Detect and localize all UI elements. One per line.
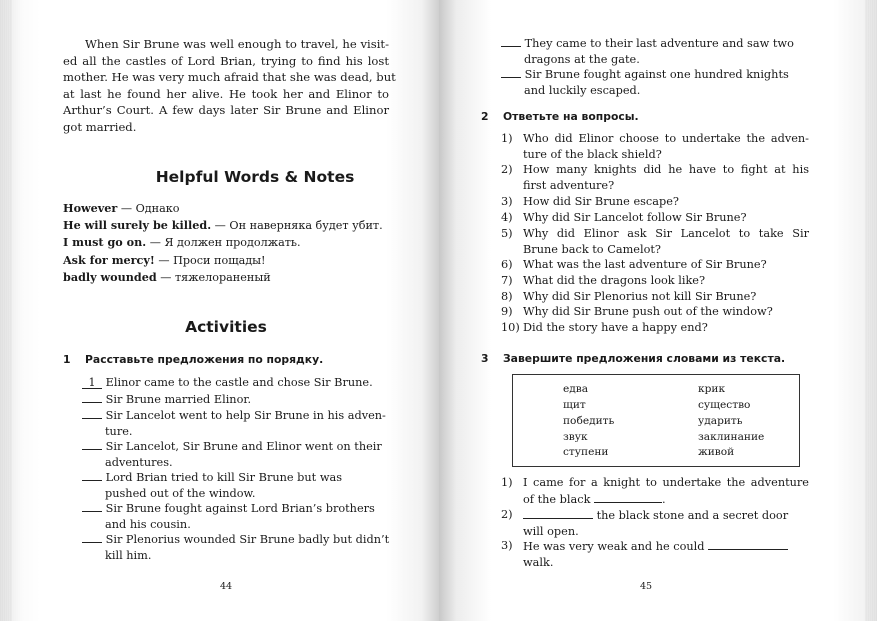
order-text: Elinor came to the castle and chose Sir Brune. [105, 376, 373, 389]
order-blank[interactable] [82, 531, 102, 543]
note-item [63, 269, 383, 286]
word-item: победить [563, 415, 615, 427]
page-number-left: 44 [219, 581, 233, 592]
question-text: What did the dragons look like? [523, 274, 706, 287]
order-blank[interactable] [82, 407, 102, 419]
sentence-number: 2) [501, 508, 513, 521]
task-title: Расставьте предложения по порядку. [85, 353, 324, 366]
question-text: Brune back to Camelot? [523, 242, 661, 256]
order-text: ture. [105, 425, 133, 438]
question-item [501, 320, 809, 336]
question-number: 3) [501, 195, 513, 208]
question-text: first adventure? [523, 178, 615, 192]
note-translation: — Я должен продолжать. [146, 236, 301, 250]
question-number: 6) [501, 258, 513, 271]
question-number: 9) [501, 305, 513, 318]
order-item [501, 35, 810, 68]
question-item [501, 210, 809, 226]
order-text: Sir Brune fought against Lord Brian’s brothers [105, 502, 375, 515]
question-text: What was the last adventure of Sir Brune? [523, 258, 767, 271]
intro-line: ed all the castles of Lord Brian, trying to find his lost [63, 53, 389, 68]
order-item [82, 531, 389, 564]
note-term: I must go on. [63, 235, 147, 250]
note-translation: — тяжелораненый [156, 270, 271, 284]
order-item [82, 469, 389, 502]
order-text: kill him. [105, 549, 152, 562]
order-item [82, 500, 389, 533]
order-text: Sir Lancelot went to help Sir Brune in his adven- [105, 409, 386, 422]
question-number: 8) [501, 290, 513, 303]
question-number: 5) [501, 227, 513, 240]
question-number: 1) [501, 132, 513, 145]
page-edge-left [0, 0, 12, 621]
word-item: живой [698, 446, 735, 458]
question-number: 10) [501, 321, 520, 334]
task-number: 3 [481, 352, 489, 365]
note-term: However [63, 201, 118, 215]
note-item [63, 200, 383, 217]
sentence-item [501, 507, 809, 539]
order-item [501, 66, 810, 99]
word-item: ступени [563, 446, 609, 458]
task-number: 1 [63, 353, 71, 366]
question-text: Why did Sir Brune push out of the window? [523, 305, 773, 318]
sentence-text: will open. [523, 524, 579, 538]
order-text: adventures. [105, 456, 173, 469]
order-blank[interactable]: 1 [82, 377, 102, 389]
word-box [512, 374, 800, 467]
intro-line: When Sir Brune was well enough to travel, he visit- [85, 37, 389, 51]
sentence-item [501, 538, 809, 570]
task-title: Ответьте на вопросы. [503, 110, 639, 123]
notes-heading: Helpful Words & Notes [155, 168, 355, 186]
question-text: ture of the black shield? [523, 147, 662, 161]
question-item [501, 162, 809, 194]
order-blank[interactable] [82, 438, 102, 450]
word-item: едва [563, 383, 589, 395]
order-text: Lord Brian tried to kill Sir Brune but was [105, 471, 343, 484]
order-text: pushed out of the window. [105, 487, 256, 500]
note-item [63, 252, 383, 269]
question-number: 4) [501, 211, 513, 224]
task1-heading [63, 353, 323, 366]
question-item [501, 304, 809, 320]
order-text: Sir Brune married Elinor. [105, 393, 252, 406]
question-text: Did the story have a happy end? [523, 321, 708, 334]
sentence-item [501, 475, 809, 507]
order-text: They came to their last adventure and saw two [524, 37, 794, 50]
page-edge-right [865, 0, 877, 621]
task2-heading [481, 110, 639, 123]
order-blank[interactable] [82, 500, 102, 512]
question-item [501, 194, 809, 210]
order-text: Sir Lancelot, Sir Brune and Elinor went on their [105, 440, 382, 453]
note-term: He will surely be killed. [63, 218, 212, 233]
intro-paragraph [63, 36, 396, 135]
task-title: Завершите предложения словами из текста. [503, 352, 786, 365]
order-blank[interactable] [501, 35, 521, 47]
intro-line: got married. [63, 119, 137, 134]
word-item: заклинание [698, 431, 765, 443]
question-item [501, 257, 809, 273]
sentence-text: I came for a knight to undertake the adventure [523, 476, 809, 489]
question-text: How many knights did he have to fight at his [523, 163, 809, 176]
sentence-number: 1) [501, 476, 513, 489]
order-blank[interactable] [82, 391, 102, 403]
note-translation: — Однако [117, 202, 180, 215]
activities-heading: Activities [185, 318, 267, 336]
note-item [63, 217, 383, 234]
order-blank[interactable] [82, 469, 102, 481]
intro-line: at last he found her alive. He took her and Elinor to [63, 86, 389, 101]
question-item [501, 289, 809, 305]
sentence-text: He was very weak and he could [523, 540, 709, 553]
question-item [501, 131, 809, 163]
order-item [82, 407, 389, 440]
intro-line: Arthur’s Court. A few days later Sir Brune and Elinor [63, 103, 389, 117]
notes-list [63, 200, 383, 286]
sentence-text: of the black [523, 492, 595, 506]
question-number: 7) [501, 274, 513, 287]
answer-blank[interactable] [523, 507, 593, 519]
word-item: щит [563, 399, 586, 411]
right-page [439, 0, 877, 621]
note-item [63, 234, 383, 251]
order-text: Sir Plenorius wounded Sir Brune badly but didn’t [105, 533, 390, 546]
answer-blank[interactable] [708, 538, 788, 550]
note-translation: — Он наверняка будет убит. [211, 219, 383, 233]
order-text: and luckily escaped. [524, 84, 641, 97]
sentence-text: . [662, 492, 666, 506]
order-text: Sir Brune fought against one hundred knights [524, 68, 789, 81]
question-text: Why did Sir Lancelot follow Sir Brune? [523, 211, 747, 224]
word-item: крик [698, 383, 726, 395]
question-text: Why did Sir Plenorius not kill Sir Brune? [523, 290, 757, 303]
word-item: существо [698, 399, 751, 411]
question-text: Why did Elinor ask Sir Lancelot to take Sir [523, 227, 809, 240]
question-item [501, 226, 809, 258]
task-number: 2 [481, 110, 489, 123]
task3-heading [481, 352, 785, 365]
question-item [501, 273, 809, 289]
order-item [82, 391, 389, 408]
note-term: badly wounded [63, 269, 157, 284]
question-number: 2) [501, 163, 513, 176]
page-number-right: 45 [639, 581, 653, 592]
order-item [82, 375, 389, 391]
note-translation: — Проси пощады! [154, 253, 266, 267]
order-text: dragons at the gate. [524, 53, 640, 66]
word-item: звук [563, 431, 588, 443]
question-text: Who did Elinor choose to undertake the adven- [523, 132, 809, 145]
question-text: How did Sir Brune escape? [523, 195, 679, 208]
sentence-text: walk. [523, 555, 554, 569]
answer-blank[interactable] [594, 491, 662, 503]
note-term: Ask for mercy! [63, 252, 155, 267]
order-blank[interactable] [501, 66, 521, 78]
sentence-text: the black stone and a secret door [593, 509, 789, 522]
word-item: ударить [698, 415, 743, 427]
sentence-number: 3) [501, 539, 513, 552]
intro-line: mother. He was very much afraid that she was dead, but [63, 70, 396, 84]
order-text: and his cousin. [105, 518, 191, 531]
order-item [82, 438, 389, 471]
